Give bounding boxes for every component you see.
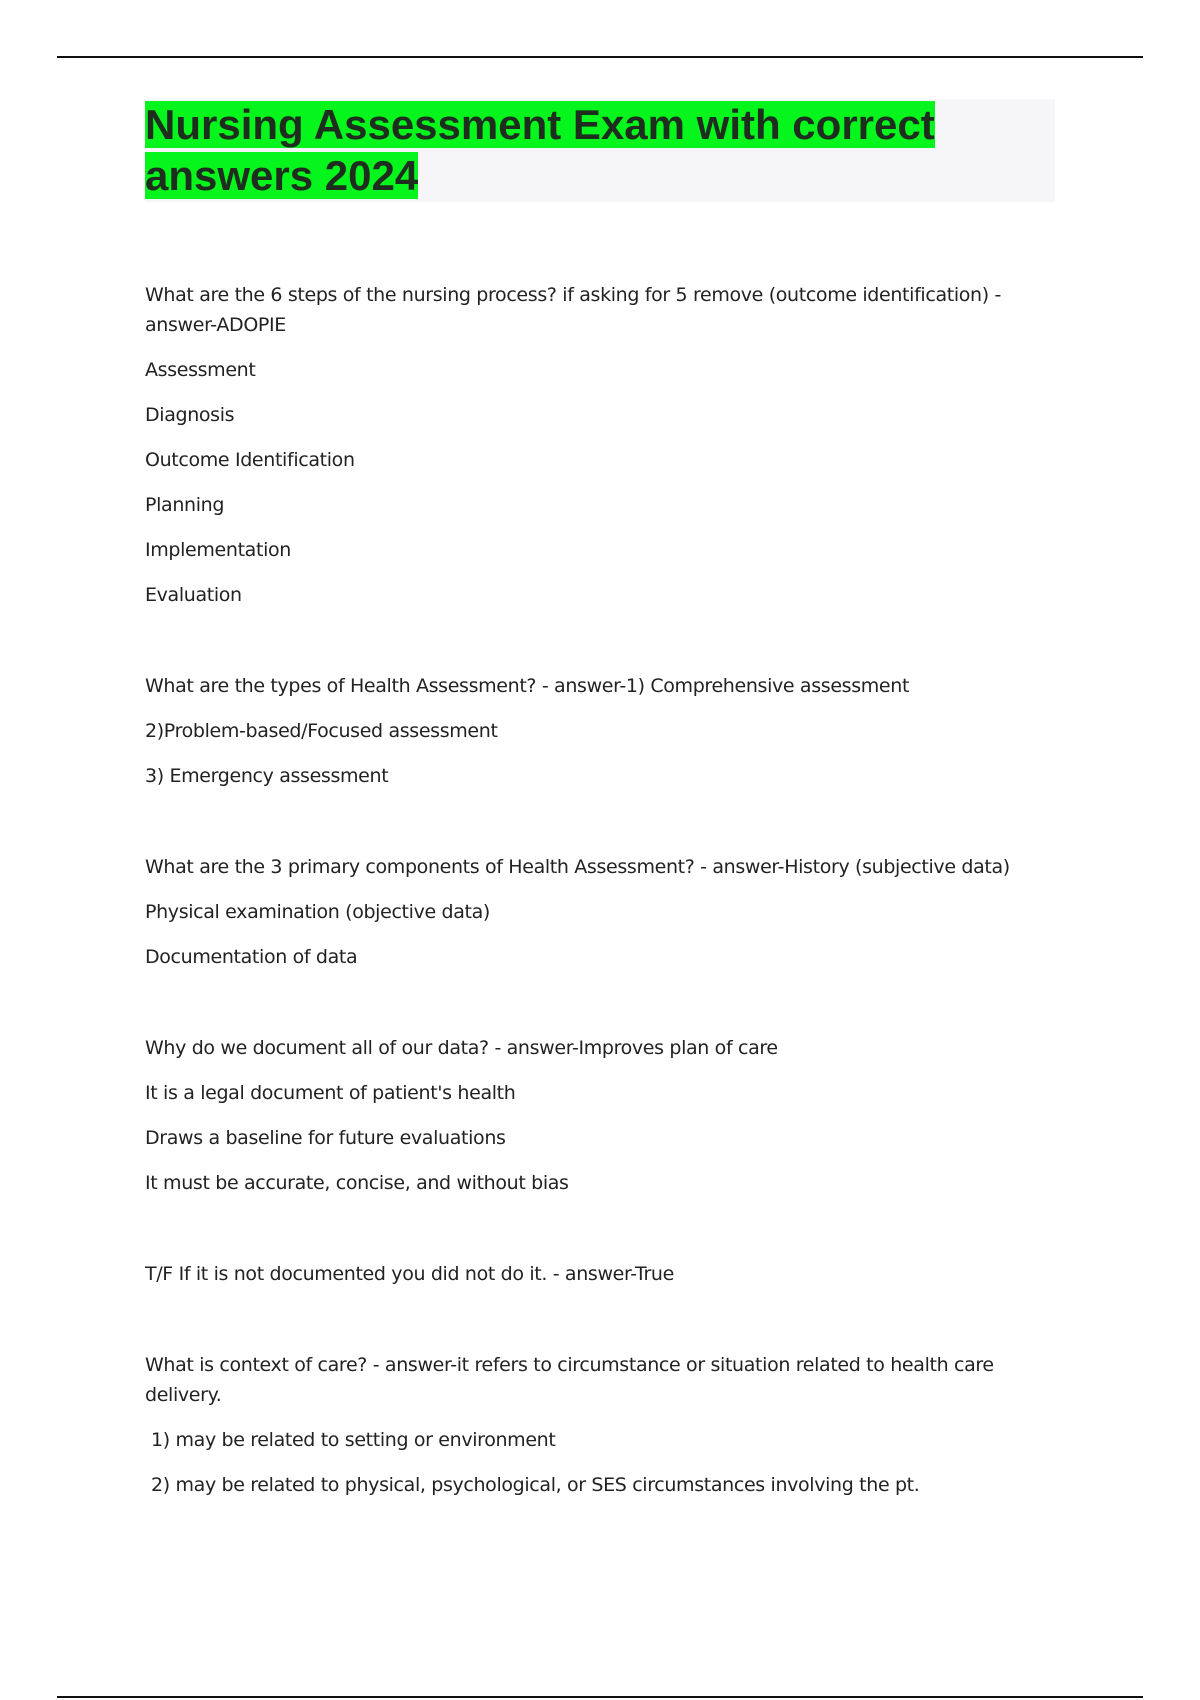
top-rule	[57, 56, 1143, 58]
answer-line: Outcome Identification	[145, 449, 355, 471]
answer-line: It must be accurate, concise, and without bias	[145, 1172, 569, 1194]
question-5: T/F If it is not documented you did not do it. - answer-True	[145, 1263, 674, 1285]
answer-line: 2)Problem-based/Focused assessment	[145, 720, 498, 742]
qa-item-5	[145, 1259, 1015, 1289]
question-2: What are the types of Health Assessment? - answer-1) Comprehensive assessment	[145, 675, 910, 697]
answer-line: Evaluation	[145, 584, 242, 606]
title-highlight: Nursing Assessment Exam with correct answers 2024	[145, 101, 935, 199]
answer-line: Assessment	[145, 359, 256, 381]
qa-item-6	[145, 1350, 1015, 1500]
question-3: What are the 3 primary components of Health Assessment? - answer-History (subjective data)	[145, 856, 1010, 878]
answer-line: Planning	[145, 494, 225, 516]
answer-line: 2) may be related to physical, psychological, or SES circumstances involving the pt.	[151, 1474, 920, 1496]
bottom-rule	[57, 1696, 1143, 1698]
title-block	[145, 99, 1055, 202]
qa-item-4	[145, 1033, 1015, 1198]
answer-line: Draws a baseline for future evaluations	[145, 1127, 506, 1149]
document-title	[145, 99, 1005, 201]
qa-item-1	[145, 280, 1015, 610]
answer-line: Diagnosis	[145, 404, 235, 426]
qa-item-2	[145, 671, 1015, 791]
answer-line: Documentation of data	[145, 946, 358, 968]
answer-line: 1) may be related to setting or environment	[151, 1429, 556, 1451]
answer-line: 3) Emergency assessment	[145, 765, 389, 787]
question-6: What is context of care? - answer-it refers to circumstance or situation related to health care delivery.	[145, 1354, 994, 1406]
document-body	[145, 280, 1015, 1500]
answer-line: It is a legal document of patient's health	[145, 1082, 516, 1104]
answer-line: Physical examination (objective data)	[145, 901, 490, 923]
question-1: What are the 6 steps of the nursing process? if asking for 5 remove (outcome identification) - answer-ADOPIE	[145, 284, 1001, 336]
qa-item-3	[145, 852, 1015, 972]
answer-line: Implementation	[145, 539, 291, 561]
question-4: Why do we document all of our data? - answer-Improves plan of care	[145, 1037, 778, 1059]
